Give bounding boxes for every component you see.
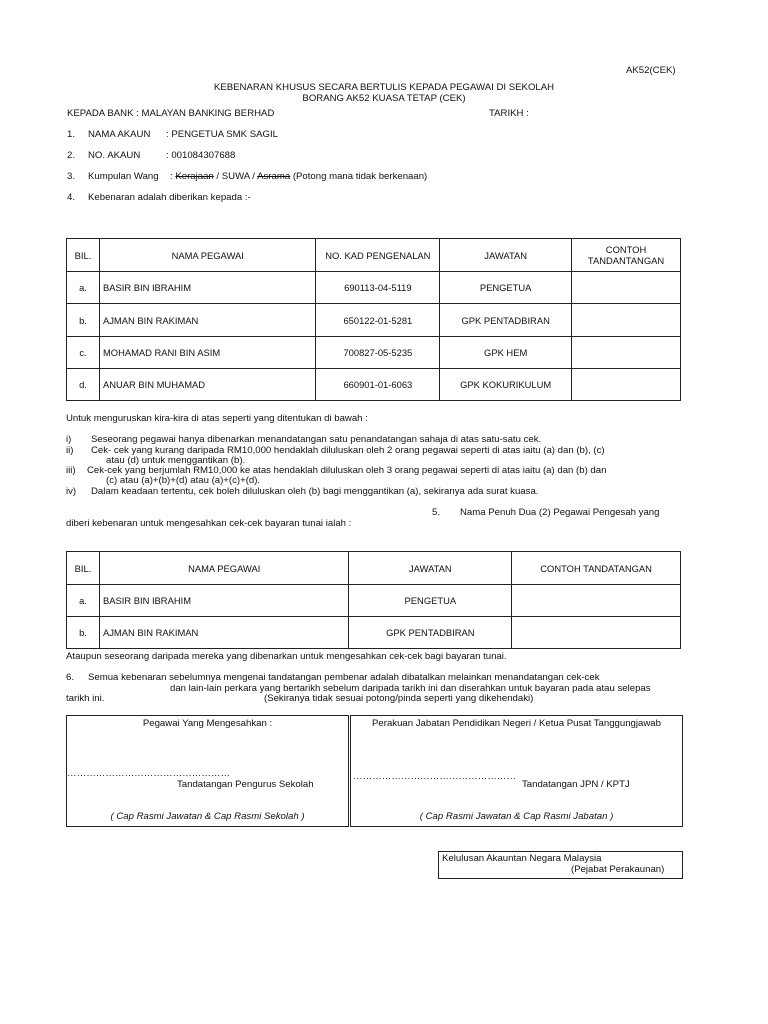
rule-1-number: i) xyxy=(66,434,72,445)
table-row xyxy=(67,304,681,337)
date-label: TARIKH : xyxy=(489,108,529,119)
item5-text: Nama Penuh Dua (2) Pegawai Pengesah yang xyxy=(460,507,660,518)
account-number-value: : 001084307688 xyxy=(166,150,236,161)
rule-4-number: iv) xyxy=(66,486,77,497)
row-signature-cell xyxy=(512,585,681,617)
department-stamp-label: ( Cap Rasmi Jawatan & Cap Rasmi Jabatan ) xyxy=(419,811,614,822)
jpn-endorsement-box xyxy=(350,715,683,827)
rule-1-text: Seseorang pegawai hanya dibenarkan menandatangan satu penandatangan sahaja di atas satu-satu cek. xyxy=(91,434,542,445)
verifying-officer-title: Pegawai Yang Mengesahkan : xyxy=(142,718,273,729)
item6-line2: dan lain-lain perkara yang bertarikh sebelum daripada tarikh ini dan diserahkan untuk bayaran pada atau selepas xyxy=(170,683,651,694)
header-contoh: CONTOH TANDATANGAN xyxy=(512,552,681,585)
row-nama: AJMAN BIN RAKIMAN xyxy=(99,617,348,649)
authorized-officers-table xyxy=(66,238,681,401)
bank-line: KEPADA BANK : MALAYAN BANKING BERHAD xyxy=(67,108,275,119)
row-bil: a. xyxy=(67,272,100,304)
header-nama: NAMA PEGAWAI xyxy=(99,552,348,585)
row-jawatan: GPK KOKURIKULUM xyxy=(440,369,572,401)
table-header-row xyxy=(67,239,681,272)
item4-number: 4. xyxy=(67,192,76,203)
item6-line3: tarikh ini. xyxy=(66,693,105,704)
verifying-officer-box xyxy=(66,715,349,827)
school-manager-signature-label: Tandatangan Pengurus Sekolah xyxy=(177,779,314,790)
row-nama: AJMAN BIN RAKIMAN xyxy=(99,304,315,337)
row-jawatan: GPK HEM xyxy=(440,337,572,369)
row-nama: ANUAR BIN MUHAMAD xyxy=(99,369,315,401)
item3-number: 3. xyxy=(67,171,76,182)
account-number-label: NO. AKAUN xyxy=(88,150,141,161)
form-title-line1: KEBENARAN KHUSUS SECARA BERTULIS KEPADA PEGAWAI DI SEKOLAH xyxy=(213,82,555,93)
approval-line2: (Pejabat Perakaunan) xyxy=(571,864,665,875)
header-jawatan: JAWATAN xyxy=(349,552,512,585)
rule-2-text: Cek- cek yang kurang daripada RM10,000 hendaklah diluluskan oleh 2 orang pegawai seperti di atas iaitu (a) dan (b), (c) xyxy=(91,445,605,456)
rule-3-number: iii) xyxy=(66,465,76,476)
item6-number: 6. xyxy=(66,672,75,683)
row-bil: a. xyxy=(67,585,100,617)
fund-option-suwa: / SUWA / xyxy=(213,171,258,182)
table-row xyxy=(67,369,681,401)
account-name-value: : PENGETUA SMK SAGIL xyxy=(166,129,278,140)
row-bil: c. xyxy=(67,337,100,369)
table-row xyxy=(67,617,681,649)
row-signature-cell xyxy=(572,272,681,304)
rule-3-text: Cek-cek yang berjumlah RM10,000 ke atas hendaklah diluluskan oleh 3 orang pegawai seperti di atas iaitu (a) dan (b) dan xyxy=(87,465,607,476)
header-contoh-line2: TANDANTANGAN xyxy=(587,255,665,266)
row-bil: b. xyxy=(67,617,100,649)
row-jawatan: PENGETUA xyxy=(440,272,572,304)
rule-3-continuation: (c) atau (a)+(b)+(d) atau (a)+(c)+(d). xyxy=(106,475,261,486)
approval-box xyxy=(438,851,683,879)
signature-line: …………………………………………… xyxy=(353,771,517,782)
table-row xyxy=(67,337,681,369)
item2-number: 2. xyxy=(67,150,76,161)
fund-option-asrama: Asrama xyxy=(257,171,291,182)
fund-group-value xyxy=(170,171,427,182)
jpn-endorsement-title: Perakuan Jabatan Pendidikan Negeri / Ketua Pusat Tanggungjawab xyxy=(372,718,661,729)
rule-4-text: Dalam keadaan tertentu, cek boleh diluluskan oleh (b) bagi menggantikan (a), sekiranya ada surat kuasa. xyxy=(91,486,539,497)
header-contoh-line1: CONTOH xyxy=(605,244,647,255)
item5-number: 5. xyxy=(432,507,441,518)
after-table2-text: Ataupun seseorang daripada mereka yang dibenarkan untuk mengesahkan cek-cek bagi bayaran tunai. xyxy=(66,651,507,662)
jpn-signature-label: Tandatangan JPN / KPTJ xyxy=(522,779,630,790)
header-ic: NO. KAD PENGENALAN xyxy=(316,239,440,272)
header-bil: BIL. xyxy=(67,552,100,585)
item4-text: Kebenaran adalah diberikan kepada :- xyxy=(88,192,251,203)
row-ic: 700827-05-5235 xyxy=(316,337,440,369)
rule-2-number: ii) xyxy=(66,445,74,456)
fund-group-colon: : xyxy=(170,171,173,182)
form-title-line2: BORANG AK52 KUASA TETAP (CEK) xyxy=(302,93,466,104)
header-contoh xyxy=(572,239,681,272)
school-stamp-label: ( Cap Rasmi Jawatan & Cap Rasmi Sekolah ) xyxy=(110,811,305,822)
item5-continuation: diberi kebenaran untuk mengesahkan cek-cek bayaran tunai ialah : xyxy=(66,518,352,529)
fund-group-note: (Potong mana tidak berkenaan) xyxy=(290,171,428,182)
table-row xyxy=(67,585,681,617)
row-nama: MOHAMAD RANI BIN ASIM xyxy=(99,337,315,369)
row-ic: 690113-04-5119 xyxy=(316,272,440,304)
rule-2-continuation: atau (d) untuk menggantikan (b). xyxy=(106,455,246,466)
row-jawatan: GPK PENTADBIRAN xyxy=(440,304,572,337)
header-bil: BIL. xyxy=(67,239,100,272)
item6-line1: Semua kebenaran sebelumnya mengenai tandatangan pembenar adalah dibatalkan melainkan menandatangan cek-cek xyxy=(88,672,600,683)
row-jawatan: GPK PENTADBIRAN xyxy=(349,617,512,649)
header-nama: NAMA PEGAWAI xyxy=(99,239,315,272)
row-signature-cell xyxy=(572,369,681,401)
row-signature-cell xyxy=(572,337,681,369)
item1-number: 1. xyxy=(67,129,76,140)
fund-group-label: Kumpulan Wang xyxy=(88,171,159,182)
verifying-officers-table xyxy=(66,551,681,649)
account-name-label: NAMA AKAUN xyxy=(88,129,151,140)
row-jawatan: PENGETUA xyxy=(349,585,512,617)
row-nama: BASIR BIN IBRAHIM xyxy=(99,272,315,304)
header-jawatan: JAWATAN xyxy=(440,239,572,272)
table-row xyxy=(67,272,681,304)
row-signature-cell xyxy=(512,617,681,649)
item6-note: (Sekiranya tidak sesuai potong/pinda seperti yang dikehendaki) xyxy=(264,693,534,704)
row-nama: BASIR BIN IBRAHIM xyxy=(99,585,348,617)
row-bil: b. xyxy=(67,304,100,337)
row-bil: d. xyxy=(67,369,100,401)
row-ic: 660901-01-6063 xyxy=(316,369,440,401)
rules-intro: Untuk menguruskan kira-kira di atas seperti yang ditentukan di bawah : xyxy=(66,413,368,424)
approval-line1: Kelulusan Akauntan Negara Malaysia xyxy=(442,853,602,864)
row-ic: 650122-01-5281 xyxy=(316,304,440,337)
row-signature-cell xyxy=(572,304,681,337)
signature-line: …………………………………………… xyxy=(67,768,231,779)
fund-option-kerajaan: Kerajaan xyxy=(175,171,214,182)
form-code: AK52(CEK) xyxy=(626,65,676,76)
table-header-row xyxy=(67,552,681,585)
